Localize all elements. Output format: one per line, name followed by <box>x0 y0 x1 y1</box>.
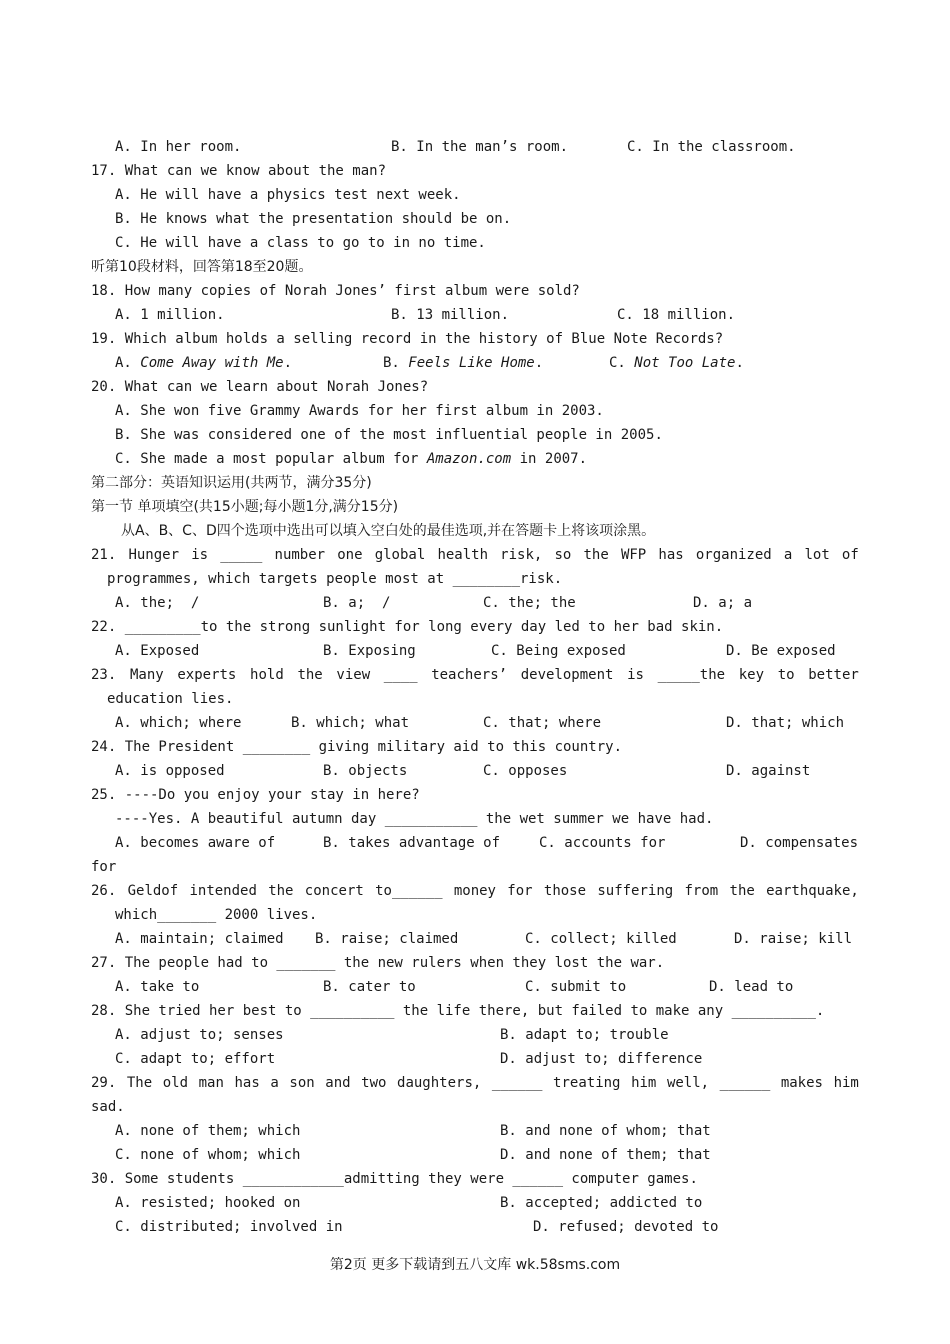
q20-stem: 20. What can we learn about Norah Jones? <box>91 379 429 395</box>
stem-word: to <box>777 667 795 683</box>
q28-option-d: D. adjust to; difference <box>500 1051 703 1067</box>
q19-option-a-title: Come Away with Me <box>140 355 284 371</box>
stem-word: organized <box>695 547 772 563</box>
q25-stem-line2: ----Yes. A beautiful autumn day ___________ the wet summer we have had. <box>115 811 714 827</box>
stem-word: teachers’ <box>431 667 508 683</box>
stem-word: The <box>126 1075 153 1091</box>
stem-word: 23. <box>91 667 117 683</box>
q28-stem: 28. She tried her best to __________ the life there, but failed to make any __________. <box>91 1003 825 1019</box>
q20-option-a: A. She won five Grammy Awards for her first album in 2003. <box>115 403 604 419</box>
stem-word: two <box>361 1075 387 1091</box>
stem-word: better <box>808 667 859 683</box>
stem-word: Many <box>129 667 164 683</box>
q23-option-b: B. which; what <box>291 715 410 731</box>
q26-option-c: C. collect; killed <box>525 931 677 947</box>
q27-option-c: C. submit to <box>525 979 627 995</box>
q25-option-d: D. compensates <box>740 835 859 851</box>
stem-word: intended <box>189 883 257 899</box>
q24-option-b: B. objects <box>323 763 408 779</box>
stem-word: and <box>325 1075 351 1091</box>
stem-word: of <box>841 547 859 563</box>
q22-option-d: D. Be exposed <box>726 643 836 659</box>
q23-option-c: C. that; where <box>483 715 602 731</box>
part2-heading: 第二部分：英语知识运用(共两节，满分35分) <box>91 475 372 491</box>
q21-option-b: B. a; / <box>323 595 391 611</box>
stem-word: 21. <box>91 547 117 563</box>
section1-instruction: 从A、B、C、D四个选项中选出可以填入空白处的最佳选项,并在答题卡上将该项涂黑。 <box>121 523 656 539</box>
q30-option-c: C. distributed; involved in <box>115 1219 343 1235</box>
stem-word: treating <box>553 1075 621 1091</box>
q17-option-b: B. He knows what the presentation should be on. <box>115 211 512 227</box>
q19-option-b-title: Feels Like Home <box>408 355 535 371</box>
stem-word: a <box>783 547 793 563</box>
stem-word: _____ <box>220 547 263 563</box>
stem-word: daughters, <box>397 1075 482 1091</box>
q16-option-c: C. In the classroom. <box>627 139 796 155</box>
stem-word: _____the <box>657 667 726 683</box>
q29-stem-line1 <box>91 1071 859 1095</box>
q22-option-c: C. Being exposed <box>491 643 626 659</box>
stem-word: the <box>729 883 755 899</box>
stem-word: the <box>268 883 294 899</box>
q26-option-b: B. raise; claimed <box>315 931 459 947</box>
stem-word: concert <box>304 883 364 899</box>
stem-word: those <box>543 883 587 899</box>
q20-option-c-site: Amazon.com <box>426 451 512 467</box>
q19-option-a: A. Come Away with Me. <box>115 355 293 371</box>
stem-word: suffering <box>597 883 674 899</box>
q19-option-b: B. Feels Like Home. <box>383 355 544 371</box>
q21-option-d: D. a; a <box>693 595 753 611</box>
q24-option-a: A. is opposed <box>115 763 225 779</box>
q28-option-a: A. adjust to; senses <box>115 1027 284 1043</box>
q28-option-b: B. adapt to; trouble <box>500 1027 669 1043</box>
q18-option-c: C. 18 million. <box>617 307 736 323</box>
stem-word: man <box>198 1075 224 1091</box>
stem-word: money <box>453 883 496 899</box>
stem-word: to______ <box>375 883 443 899</box>
q30-stem: 30. Some students ____________admitting they were ______ computer games. <box>91 1171 698 1187</box>
stem-word: risk, <box>500 547 543 563</box>
stem-word: is <box>627 667 644 683</box>
q17-option-c: C. He will have a class to go to in no time. <box>115 235 486 251</box>
q19-option-c: C. Not Too Late. <box>609 355 744 371</box>
q23-option-a: A. which; where <box>115 715 242 731</box>
stem-word: WFP <box>620 547 647 563</box>
q21-stem-line2: programmes, which targets people most at ________risk. <box>107 571 563 587</box>
page-footer: 第2页 更多下载请到五八文库 wk.58sms.com <box>329 1257 621 1273</box>
q18-option-a: A. 1 million. <box>115 307 225 323</box>
q26-option-d: D. raise; kill <box>734 931 853 947</box>
stem-word: 26. <box>91 883 117 899</box>
q25-option-b: B. takes advantage of <box>323 835 501 851</box>
q29-option-c: C. none of whom; which <box>115 1147 301 1163</box>
stem-word: son <box>289 1075 315 1091</box>
q18-option-b: B. 13 million. <box>391 307 510 323</box>
stem-word: has <box>658 547 684 563</box>
q29-option-d: D. and none of them; that <box>500 1147 711 1163</box>
stem-word: view <box>336 667 371 683</box>
q23-option-d: D. that; which <box>726 715 845 731</box>
q26-stem-line2: which_______ 2000 lives. <box>115 907 318 923</box>
q21-stem-line1 <box>91 543 859 567</box>
q27-stem: 27. The people had to _______ the new rulers when they lost the war. <box>91 955 665 971</box>
q29-option-b: B. and none of whom; that <box>500 1123 711 1139</box>
q29-stem-line2: sad. <box>91 1099 125 1115</box>
stem-word: the <box>583 547 609 563</box>
stem-word: makes <box>780 1075 823 1091</box>
q21-option-a: A. the; / <box>115 595 200 611</box>
q23-stem-line2: education lies. <box>107 691 234 707</box>
stem-word: Geldof <box>127 883 179 899</box>
stem-word: earthquake, <box>766 883 859 899</box>
stem-word: number <box>274 547 326 563</box>
q24-option-d: D. against <box>726 763 811 779</box>
stem-word: has <box>234 1075 260 1091</box>
q26-option-a: A. maintain; claimed <box>115 931 284 947</box>
q19-stem: 19. Which album holds a selling record in the history of Blue Note Records? <box>91 331 724 347</box>
stem-word: ______ <box>719 1075 771 1091</box>
q18-stem: 18. How many copies of Norah Jones’ first album were sold? <box>91 283 580 299</box>
q20-option-b: B. She was considered one of the most influential people in 2005. <box>115 427 663 443</box>
q25-option-d-wrap: for <box>91 859 117 875</box>
stem-word: Hunger <box>128 547 180 563</box>
q19-option-c-title: Not Too Late <box>634 355 736 371</box>
q22-option-a: A. Exposed <box>115 643 200 659</box>
stem-word: key <box>738 667 765 683</box>
q16-option-a: A. In her room. <box>115 139 242 155</box>
stem-word: 29. <box>91 1075 117 1091</box>
q16-option-b: B. In the man’s room. <box>391 139 569 155</box>
stem-word: lot <box>804 547 830 563</box>
q20-option-c: C. She made a most popular album for Amazon.com in 2007. <box>115 451 588 467</box>
stem-word: development <box>520 667 614 683</box>
q26-stem-line1 <box>91 879 859 903</box>
stem-word: so <box>554 547 572 563</box>
stem-word: him <box>833 1075 859 1091</box>
q27-option-d: D. lead to <box>709 979 794 995</box>
q30-option-b: B. accepted; addicted to <box>500 1195 703 1211</box>
stem-word: well, <box>666 1075 710 1091</box>
q22-stem: 22. _________to the strong sunlight for long every day led to her bad skin. <box>91 619 724 635</box>
q30-option-d: D. refused; devoted to <box>533 1219 719 1235</box>
stem-word: from <box>684 883 719 899</box>
q27-option-a: A. take to <box>115 979 200 995</box>
stem-word: global <box>374 547 426 563</box>
q24-stem: 24. The President ________ giving military aid to this country. <box>91 739 623 755</box>
stem-word: a <box>270 1075 279 1091</box>
q22-option-b: B. Exposing <box>323 643 416 659</box>
stem-word: hold <box>250 667 284 683</box>
stem-word: is <box>191 547 209 563</box>
q30-option-a: A. resisted; hooked on <box>115 1195 301 1211</box>
q29-option-a: A. none of them; which <box>115 1123 301 1139</box>
stem-word: ______ <box>491 1075 543 1091</box>
q25-stem-line1: 25. ----Do you enjoy your stay in here? <box>91 787 420 803</box>
q27-option-b: B. cater to <box>323 979 416 995</box>
section1-heading: 第一节 单项填空(共15小题;每小题1分,满分15分) <box>91 499 399 515</box>
q17-stem: 17. What can we know about the man? <box>91 163 387 179</box>
q24-option-c: C. opposes <box>483 763 568 779</box>
q25-option-c: C. accounts for <box>539 835 666 851</box>
stem-word: for <box>507 883 533 899</box>
q25-option-a: A. becomes aware of <box>115 835 276 851</box>
stem-word: one <box>337 547 363 563</box>
q17-option-a: A. He will have a physics test next week. <box>115 187 461 203</box>
stem-word: experts <box>177 667 237 683</box>
stem-word: old <box>162 1075 189 1091</box>
section10-instruction: 听第10段材料，回答第18至20题。 <box>91 259 313 275</box>
stem-word: health <box>437 547 489 563</box>
q21-option-c: C. the; the <box>483 595 576 611</box>
q28-option-c: C. adapt to; effort <box>115 1051 276 1067</box>
stem-word: the <box>297 667 323 683</box>
stem-word: ____ <box>383 667 418 683</box>
stem-word: him <box>631 1075 657 1091</box>
q23-stem-line1 <box>91 663 859 687</box>
